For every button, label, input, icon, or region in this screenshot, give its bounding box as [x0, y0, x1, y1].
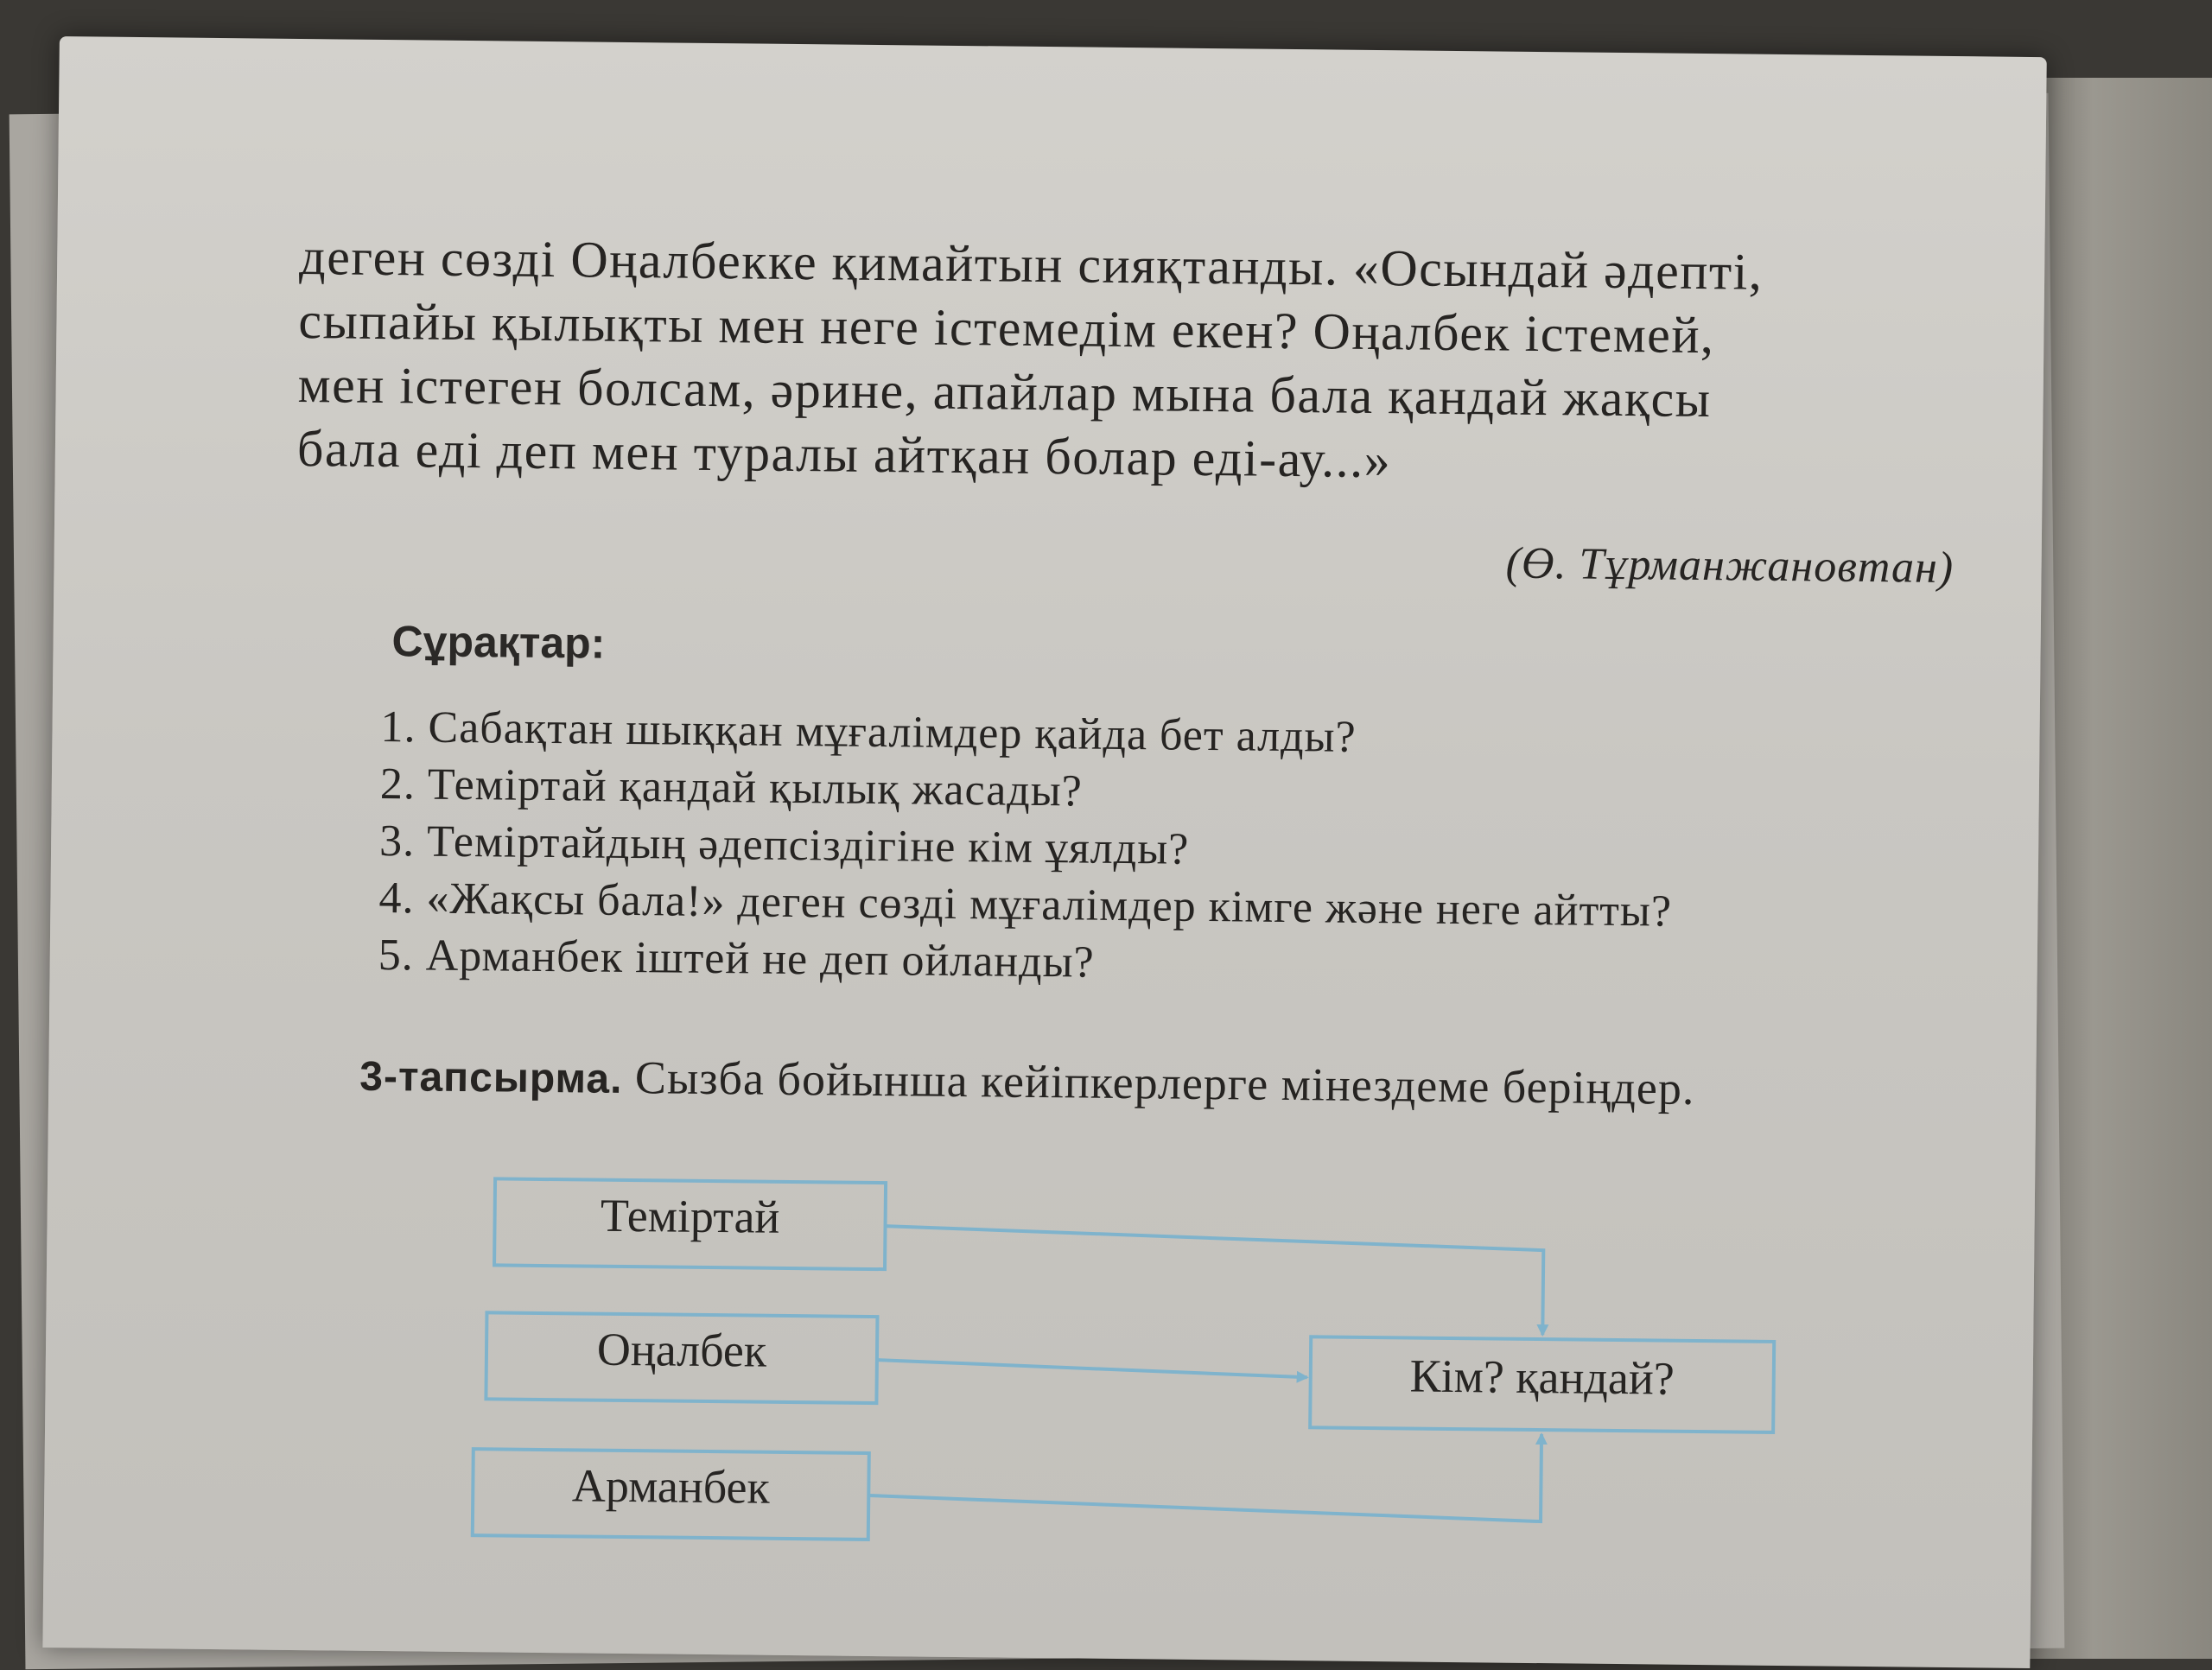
arrow-line-2 — [877, 1360, 1307, 1377]
paragraph-line: бала еді деп мен туралы айтқан болар еді-ау...» — [296, 419, 1392, 489]
target-label: Кім? қандай? — [1409, 1349, 1675, 1405]
arrow-line-3 — [868, 1427, 1541, 1521]
paragraph-line: мен істеген болсам, әрине, апайлар мына бала қандай жақсы — [297, 355, 1712, 429]
character-label-1: Теміртай — [600, 1189, 780, 1243]
arrow-line-1 — [884, 1226, 1543, 1335]
paragraph-line: сыпайы қылықты мен неге істемедім екен? Оңалбек істемей, — [298, 291, 1715, 365]
question-item: 1. Сабақтан шыққан мұғалімдер қайда бет алды? — [380, 702, 1357, 762]
character-label-3: Арманбек — [571, 1459, 771, 1514]
question-item: 5. Арманбек іштей не деп ойланды? — [378, 930, 1095, 987]
task-text: Сызба бойынша кейіпкерлерге мінездеме беріңдер. — [634, 1051, 1695, 1114]
task-label: 3-тапсырма. — [359, 1053, 623, 1102]
question-item: 2. Теміртай қандай қылық жасады? — [379, 759, 1084, 816]
source-attribution: (Ө. Тұрманжановтан) — [1505, 538, 1955, 594]
paragraph-line: деген сөзді Оңалбекке қимайтын сияқтанды. «Осындай әдепті, — [298, 227, 1764, 301]
character-label-2: Оңалбек — [596, 1323, 767, 1377]
question-item: 4. «Жақсы бала!» деген сөзді мұғалімдер кімге және неге айтты? — [378, 873, 1673, 937]
question-item: 3. Теміртайдың әдепсіздігіне кім ұялды? — [378, 816, 1190, 874]
questions-heading: Сұрақтар: — [391, 617, 606, 668]
